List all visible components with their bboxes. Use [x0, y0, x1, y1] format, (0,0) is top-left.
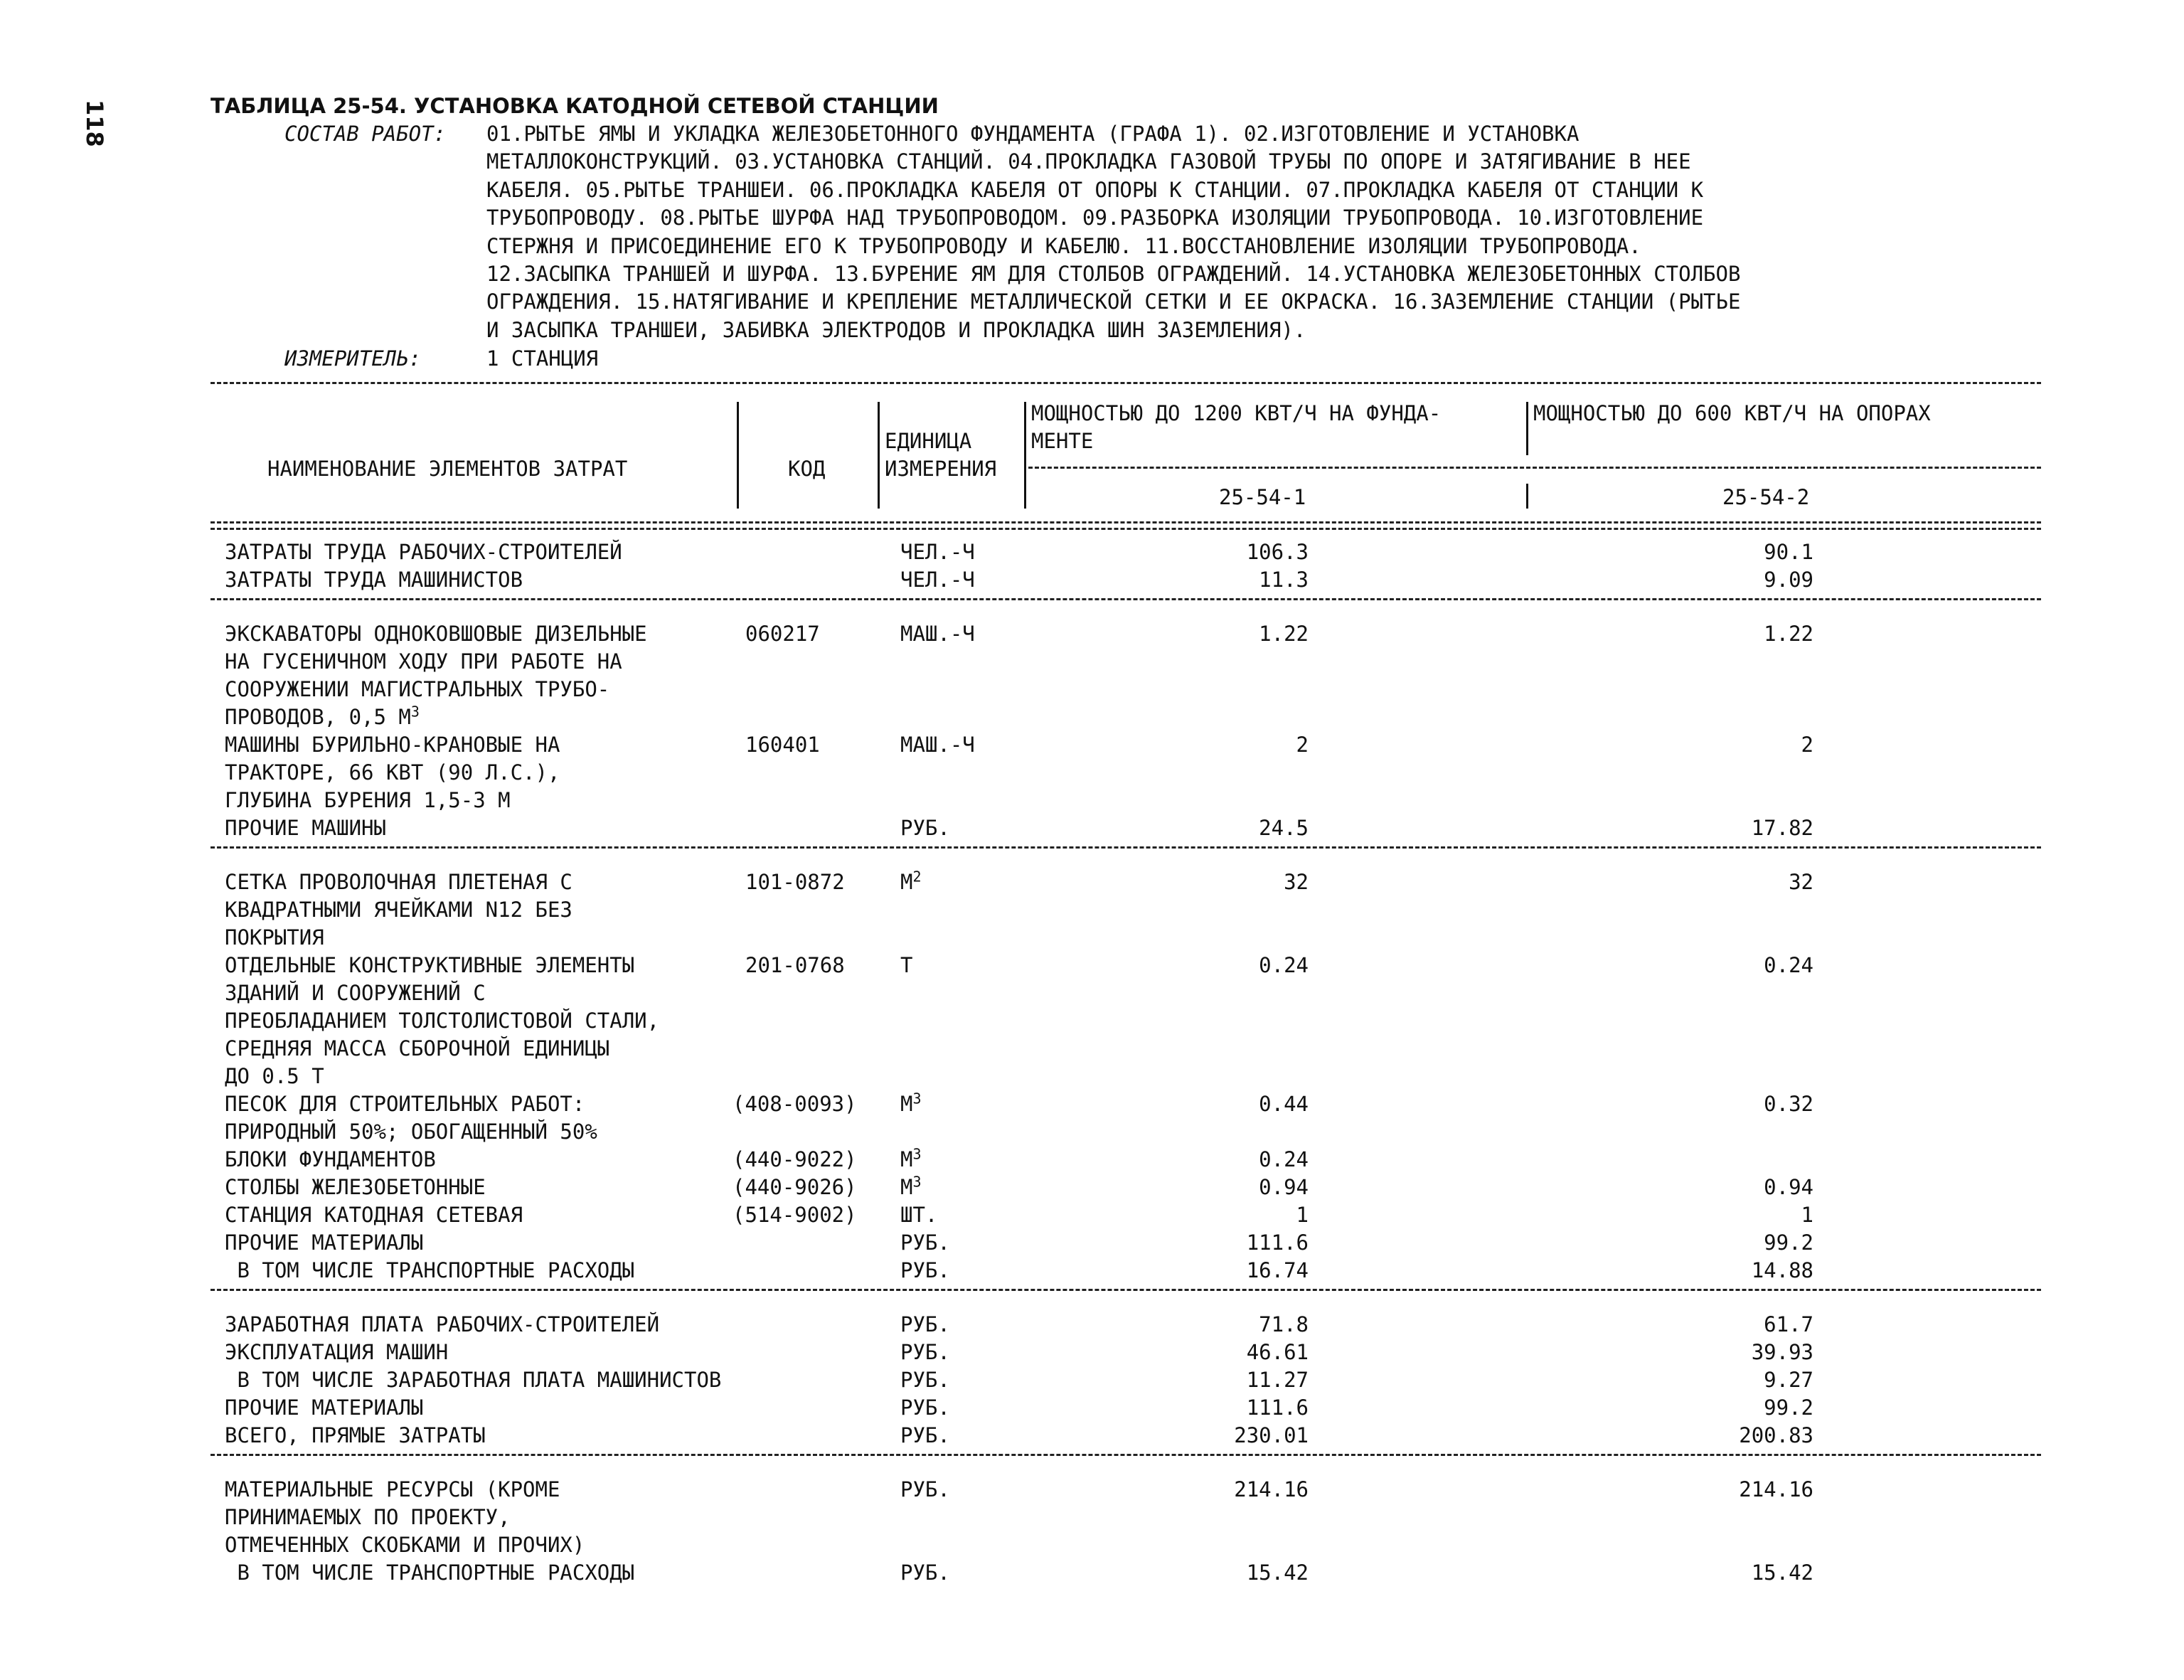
row-name-line: В ТОМ ЧИСЛЕ ТРАНСПОРТНЫЕ РАСХОДЫ — [225, 1561, 635, 1585]
row-value-25-54-1: 0.24 — [1259, 953, 1309, 977]
row-unit: РУБ. — [900, 816, 950, 840]
row-name-line: ЗАТРАТЫ ТРУДА МАШИНИСТОВ — [225, 568, 523, 592]
header-bottom-rule — [211, 521, 2041, 523]
row-code: (440-9026) — [733, 1175, 857, 1199]
row-name-line: ВСЕГО, ПРЯМЫЕ ЗАТРАТЫ — [225, 1423, 486, 1447]
row-value-25-54-2: 99.2 — [1764, 1395, 1813, 1420]
header-top-rule — [211, 382, 2041, 384]
header-divider-col1-bottom — [1526, 484, 1528, 509]
row-code: 201-0768 — [745, 953, 845, 977]
header-divider-name — [737, 402, 739, 509]
row-name-line: СТАНЦИЯ КАТОДНАЯ СЕТЕВАЯ — [225, 1203, 523, 1227]
row-unit: РУБ. — [900, 1477, 950, 1501]
row-name-line: В ТОМ ЧИСЛЕ ЗАРАБОТНАЯ ПЛАТА МАШИНИСТОВ — [225, 1368, 722, 1392]
row-value-25-54-1: 32 — [1284, 870, 1309, 894]
row-name-line: ДО 0.5 Т — [225, 1064, 324, 1088]
header-col1-code: 25-54-1 — [1219, 485, 1306, 509]
row-unit: $М^3$ — [900, 1145, 922, 1171]
row-unit: Т — [900, 953, 913, 977]
row-name-line: ПРОЧИЕ МАШИНЫ — [225, 816, 386, 840]
row-value-25-54-2: 1.22 — [1764, 622, 1813, 646]
row-code: 101-0872 — [745, 870, 845, 894]
row-name-line: ОТДЕЛЬНЫЕ КОНСТРУКТИВНЫЕ ЭЛЕМЕНТЫ — [225, 953, 635, 977]
header-divider-col1-top — [1526, 402, 1528, 455]
row-value-25-54-2: 99.2 — [1764, 1230, 1813, 1255]
row-name-line: МАШИНЫ БУРИЛЬНО-КРАНОВЫЕ НА — [225, 733, 560, 757]
row-value-25-54-1: 1.22 — [1259, 622, 1309, 646]
row-unit: $М^2$ — [900, 868, 922, 894]
row-name-line: ЗАРАБОТНАЯ ПЛАТА РАБОЧИХ-СТРОИТЕЛЕЙ — [225, 1312, 660, 1336]
header-code: КОД — [788, 457, 826, 481]
table-title: ТАБЛИЦА 25-54. УСТАНОВКА КАТОДНОЙ СЕТЕВОЙ СТАНЦИИ — [211, 94, 939, 118]
row-value-25-54-2: 39.93 — [1751, 1340, 1813, 1364]
measure-value: 1 СТАНЦИЯ — [486, 346, 599, 371]
row-name-line: ПРЕОБЛАДАНИЕМ ТОЛСТОЛИСТОВОЙ СТАЛИ, — [225, 1009, 660, 1033]
row-name-line: ПРОЧИЕ МАТЕРИАЛЫ — [225, 1395, 424, 1420]
row-name-line: ПРОВОДОВ, 0,5 $М^3$ — [225, 703, 420, 729]
row-name-line: СООРУЖЕНИИ МАГИСТРАЛЬНЫХ ТРУБО- — [225, 677, 610, 701]
row-code: (514-9002) — [733, 1203, 857, 1227]
row-value-25-54-2: 17.82 — [1751, 816, 1813, 840]
row-value-25-54-1: 111.6 — [1246, 1230, 1309, 1255]
group-rule — [211, 1289, 2041, 1291]
row-unit: РУБ. — [900, 1312, 950, 1336]
header-divider-code — [878, 402, 880, 509]
row-value-25-54-1: 24.5 — [1259, 816, 1309, 840]
row-unit: РУБ. — [900, 1340, 950, 1364]
row-value-25-54-1: 1 — [1296, 1203, 1309, 1227]
row-code: 160401 — [745, 733, 820, 757]
row-code: (408-0093) — [733, 1092, 857, 1116]
row-value-25-54-2: 9.09 — [1764, 568, 1813, 592]
row-value-25-54-1: 230.01 — [1234, 1423, 1309, 1447]
row-unit: ШТ. — [900, 1203, 938, 1227]
group-rule — [211, 846, 2041, 849]
row-name-line: СЕТКА ПРОВОЛОЧНАЯ ПЛЕТЕНАЯ С — [225, 870, 572, 894]
row-name-line: БЛОКИ ФУНДАМЕНТОВ — [225, 1147, 436, 1171]
row-name-line: ПОКРЫТИЯ — [225, 925, 324, 950]
row-value-25-54-2: 32 — [1789, 870, 1813, 894]
row-unit: РУБ. — [900, 1230, 950, 1255]
work-line: СТЕРЖНЯ И ПРИСОЕДИНЕНИЕ ЕГО К ТРУБОПРОВОДУ И КАБЕЛЮ. 11.ВОССТАНОВЛЕНИЕ ИЗОЛЯЦИИ ТРУБОПРОВОДА. — [486, 233, 1641, 258]
row-unit: ЧЕЛ.-Ч — [900, 568, 975, 592]
row-value-25-54-2: 9.27 — [1764, 1368, 1813, 1392]
row-value-25-54-2: 14.88 — [1751, 1258, 1813, 1282]
row-name-line: ЗАТРАТЫ ТРУДА РАБОЧИХ-СТРОИТЕЛЕЙ — [225, 540, 622, 564]
row-name-line: ЗДАНИЙ И СООРУЖЕНИЙ С — [225, 981, 486, 1005]
row-unit: РУБ. — [900, 1395, 950, 1420]
row-value-25-54-2: 61.7 — [1764, 1312, 1813, 1336]
row-unit: МАШ.-Ч — [900, 733, 975, 757]
row-code: 060217 — [745, 622, 820, 646]
group-rule — [211, 1454, 2041, 1456]
row-unit: РУБ. — [900, 1561, 950, 1585]
row-name-line: ТРАКТОРЕ, 66 КВТ (90 Л.С.), — [225, 760, 560, 785]
row-unit: РУБ. — [900, 1258, 950, 1282]
row-unit: РУБ. — [900, 1423, 950, 1447]
row-value-25-54-1: 0.24 — [1259, 1147, 1309, 1171]
row-value-25-54-1: 16.74 — [1246, 1258, 1309, 1282]
work-line: 01.РЫТЬЕ ЯМЫ И УКЛАДКА ЖЕЛЕЗОБЕТОННОГО ФУНДАМЕНТА (ГРАФА 1). 02.ИЗГОТОВЛЕНИЕ И УСТАНОВКА — [486, 122, 1580, 146]
row-value-25-54-2: 200.83 — [1739, 1423, 1813, 1447]
row-value-25-54-1: 0.94 — [1259, 1175, 1309, 1199]
header-unit-line2: ИЗМЕРЕНИЯ — [885, 457, 997, 481]
header-unit-line1: ЕДИНИЦА — [885, 429, 972, 453]
row-value-25-54-1: 11.3 — [1259, 568, 1309, 592]
row-value-25-54-2: 0.94 — [1764, 1175, 1813, 1199]
row-name-line: ПЕСОК ДЛЯ СТРОИТЕЛЬНЫХ РАБОТ: — [225, 1092, 585, 1116]
header-bottom-rule-2 — [211, 528, 2041, 530]
row-code: (440-9022) — [733, 1147, 857, 1171]
row-unit: ЧЕЛ.-Ч — [900, 540, 975, 564]
row-value-25-54-1: 46.61 — [1246, 1340, 1309, 1364]
measure-label: ИЗМЕРИТЕЛЬ: — [284, 346, 422, 371]
row-name-line: ОТМЕЧЕННЫХ СКОБКАМИ И ПРОЧИХ) — [225, 1533, 585, 1557]
group-rule — [211, 598, 2041, 600]
row-value-25-54-1: 106.3 — [1246, 540, 1309, 564]
header-sub-rule — [1028, 467, 2041, 469]
row-value-25-54-2: 90.1 — [1764, 540, 1813, 564]
row-name-line: МАТЕРИАЛЬНЫЕ РЕСУРСЫ (КРОМЕ — [225, 1477, 560, 1501]
page-number: 118 — [81, 100, 108, 147]
header-col2-line1: МОЩНОСТЬЮ ДО 600 КВТ/Ч НА ОПОРАХ — [1533, 401, 1931, 425]
row-value-25-54-1: 11.27 — [1246, 1368, 1309, 1392]
row-value-25-54-1: 111.6 — [1246, 1395, 1309, 1420]
row-name-line: СРЕДНЯЯ МАССА СБОРОЧНОЙ ЕДИНИЦЫ — [225, 1036, 610, 1060]
row-value-25-54-1: 71.8 — [1259, 1312, 1309, 1336]
row-value-25-54-2: 214.16 — [1739, 1477, 1813, 1501]
row-value-25-54-1: 2 — [1296, 733, 1309, 757]
work-line: ТРУБОПРОВОДУ. 08.РЫТЬЕ ШУРФА НАД ТРУБОПРОВОДОМ. 09.РАЗБОРКА ИЗОЛЯЦИИ ТРУБОПРОВОДА. 10.ИЗГОТОВЛЕНИЕ — [486, 206, 1704, 230]
row-unit: $М^3$ — [900, 1090, 922, 1116]
header-divider-unit — [1024, 402, 1026, 509]
row-name-line: СТОЛБЫ ЖЕЛЕЗОБЕТОННЫЕ — [225, 1175, 486, 1199]
row-value-25-54-1: 15.42 — [1246, 1561, 1309, 1585]
row-unit: МАШ.-Ч — [900, 622, 975, 646]
header-col1-line2: МЕНТЕ — [1031, 429, 1094, 453]
work-line: КАБЕЛЯ. 05.РЫТЬЕ ТРАНШЕИ. 06.ПРОКЛАДКА КАБЕЛЯ ОТ ОПОРЫ К СТАНЦИИ. 07.ПРОКЛАДКА КАБЕЛЯ ОТ СТАНЦИИ К — [486, 177, 1704, 202]
row-value-25-54-2: 2 — [1801, 733, 1813, 757]
row-name-line: ГЛУБИНА БУРЕНИЯ 1,5-3 М — [225, 788, 511, 812]
work-line: И ЗАСЫПКА ТРАНШЕИ, ЗАБИВКА ЭЛЕКТРОДОВ И ПРОКЛАДКА ШИН ЗАЗЕМЛЕНИЯ). — [486, 317, 1306, 342]
row-name-line: ПРИНИМАЕМЫХ ПО ПРОЕКТУ, — [225, 1505, 511, 1529]
row-name-line: ЭКСКАВАТОРЫ ОДНОКОВШОВЫЕ ДИЗЕЛЬНЫЕ — [225, 622, 647, 646]
work-line: 12.ЗАСЫПКА ТРАНШЕЙ И ШУРФА. 13.БУРЕНИЕ ЯМ ДЛЯ СТОЛБОВ ОГРАЖДЕНИЙ. 14.УСТАНОВКА ЖЕЛЕЗОБЕТОННЫХ СТОЛБОВ — [486, 262, 1741, 286]
header-col2-code: 25-54-2 — [1722, 485, 1810, 509]
row-name-line: ЭКСПЛУАТАЦИЯ МАШИН — [225, 1340, 449, 1364]
row-unit: $М^3$ — [900, 1173, 922, 1199]
row-value-25-54-1: 214.16 — [1234, 1477, 1309, 1501]
row-unit: РУБ. — [900, 1368, 950, 1392]
row-value-25-54-2: 15.42 — [1751, 1561, 1813, 1585]
row-name-line: НА ГУСЕНИЧНОМ ХОДУ ПРИ РАБОТЕ НА — [225, 649, 622, 674]
row-name-line: ПРИРОДНЫЙ 50%; ОБОГАЩЕННЫЙ 50% — [225, 1120, 597, 1144]
header-name: НАИМЕНОВАНИЕ ЭЛЕМЕНТОВ ЗАТРАТ — [267, 457, 628, 481]
header-col1-line1: МОЩНОСТЬЮ ДО 1200 КВТ/Ч НА ФУНДА- — [1031, 401, 1442, 425]
row-value-25-54-2: 1 — [1801, 1203, 1813, 1227]
row-name-line: ПРОЧИЕ МАТЕРИАЛЫ — [225, 1230, 424, 1255]
row-name-line: КВАДРАТНЫМИ ЯЧЕЙКАМИ N12 БЕЗ — [225, 898, 572, 922]
row-value-25-54-1: 0.44 — [1259, 1092, 1309, 1116]
row-value-25-54-2: 0.24 — [1764, 953, 1813, 977]
row-value-25-54-2: 0.32 — [1764, 1092, 1813, 1116]
work-label: СОСТАВ РАБОТ: — [284, 122, 446, 146]
work-line: ОГРАЖДЕНИЯ. 15.НАТЯГИВАНИЕ И КРЕПЛЕНИЕ МЕТАЛЛИЧЕСКОЙ СЕТКИ И ЕЕ ОКРАСКА. 16.ЗАЗЕМЛЕНИЕ СТАНЦИИ (РЫТЬЕ — [486, 289, 1741, 314]
row-name-line: В ТОМ ЧИСЛЕ ТРАНСПОРТНЫЕ РАСХОДЫ — [225, 1258, 635, 1282]
work-line: МЕТАЛЛОКОНСТРУКЦИЙ. 03.УСТАНОВКА СТАНЦИЙ. 04.ПРОКЛАДКА ГАЗОВОЙ ТРУБЫ ПО ОПОРЕ И ЗАТЯГИВАНИЕ В НЕЕ — [486, 149, 1691, 174]
